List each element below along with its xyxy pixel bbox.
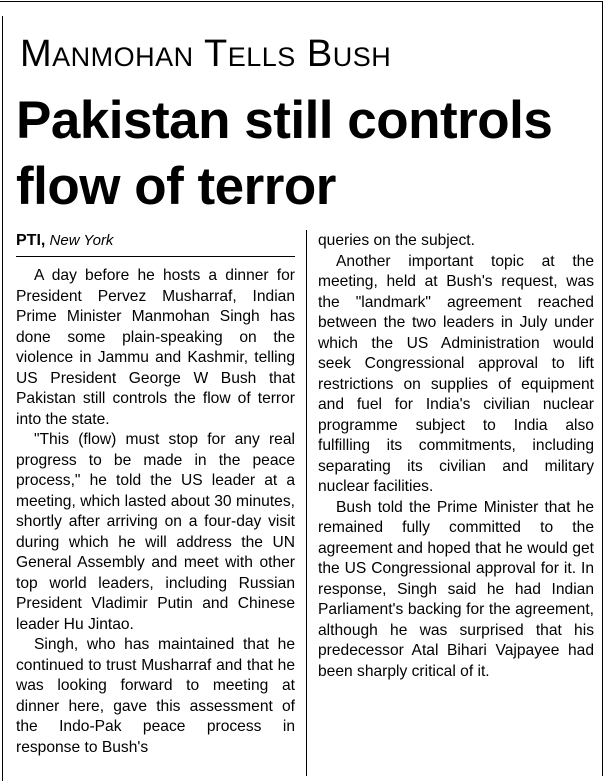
column-divider — [306, 230, 307, 776]
paragraph-3-continued: queries on the subject. — [318, 232, 475, 249]
byline — [16, 231, 296, 251]
left-border-rule — [2, 16, 3, 781]
kicker-headline: Manmohan Tells Bush — [20, 33, 392, 75]
article-column-left — [16, 266, 295, 758]
article-column-right — [318, 231, 594, 682]
top-border-rule — [0, 1, 602, 2]
paragraph-5: Bush told the Prime Minister that he remained fully committed to the agreement and hoped that he would get the US Congressional approval for it. In response, Singh said he had Indian Parliament's backing for the agreement, although he was surprised that his predecessor Atal Bihari Vajpayee had been sharply critical of it. — [318, 498, 594, 680]
paragraph-2: "This (flow) must stop for any real progress to be made in the peace process," he told the US leader at a meeting, which lasted about 30 minutes, shortly after arriving on a four-day visit during which he will address the UN General Assembly and meet with other top world leaders, including Russian President Vladimir Putin and Chinese leader Hu Jintao. — [16, 431, 295, 633]
right-border-rule — [602, 1, 603, 776]
paragraph-1: A day before he hosts a dinner for President Pervez Musharraf, Indian Prime Minister Manmohan Singh has done some plain-speaking on the violence in Jammu and Kashmir, telling US President George W Bush that Pakistan still controls the flow of terror into the state. — [16, 267, 295, 428]
byline-agency: PTI, — [16, 232, 46, 249]
main-headline: Pakistan still controls flow of terror — [16, 91, 553, 216]
paragraph-4: Another important topic at the meeting, held at Bush's request, was the "landmark" agreement reached between the two leaders in July under which the US Administration would seek Congressional approval to lift restrictions on supplies of equipment and fuel for India's civilian nuclear programme subject to India also fulfilling its commitments, including separating its civilian and military nuclear facilities. — [318, 252, 594, 495]
paragraph-3: Singh, who has maintained that he continued to trust Musharraf and that he was looking forward to meeting at dinner here, gave this assessment of the Indo-Pak peace process in response to Bush's — [16, 636, 295, 756]
byline-place: New York — [49, 232, 114, 249]
byline-divider — [16, 256, 295, 257]
